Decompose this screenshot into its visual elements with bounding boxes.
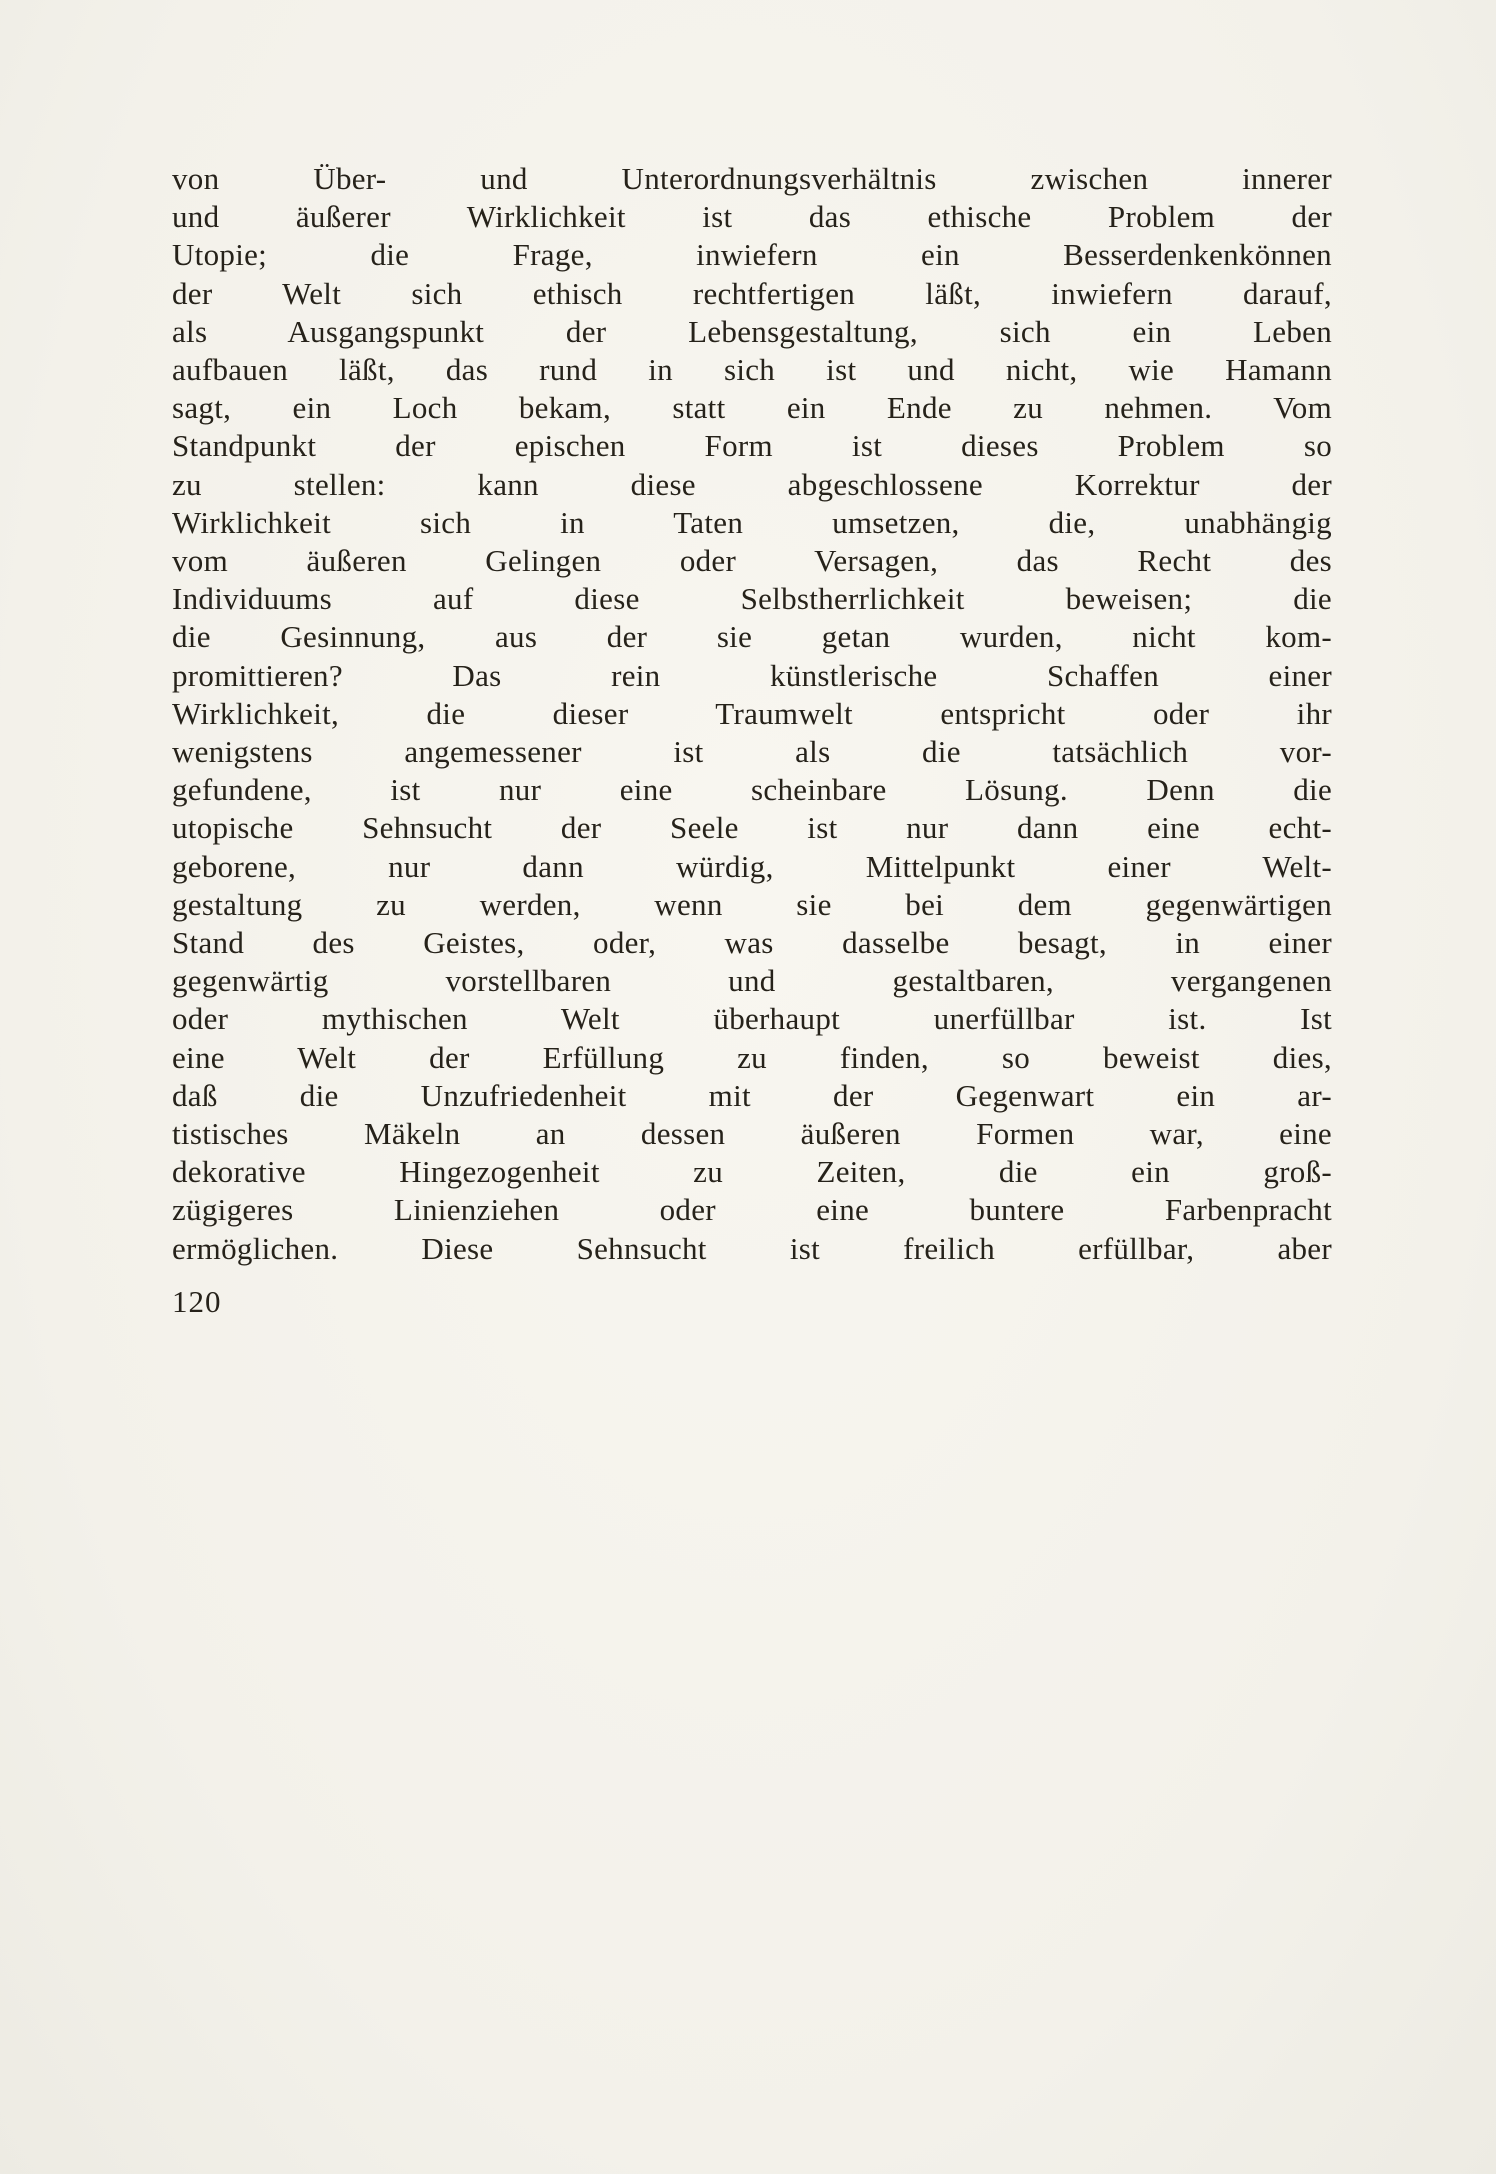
text-line: daß die Unzufriedenheit mit der Gegenwart ein ar- xyxy=(172,1077,1332,1113)
text-line: promittieren? Das rein künstlerische Schaffen einer xyxy=(172,657,1332,693)
text-line: Standpunkt der epischen Form ist dieses Problem so xyxy=(172,428,1332,464)
text-line: Wirklichkeit sich in Taten umsetzen, die, unabhängig xyxy=(172,504,1332,540)
text-line: wenigstens angemessener ist als die tatsächlich vor- xyxy=(172,734,1332,770)
page-number: 120 xyxy=(172,1284,222,1319)
text-line: oder mythischen Welt überhaupt unerfüllbar ist. Ist xyxy=(172,1001,1332,1037)
text-line: Individuums auf diese Selbstherrlichkeit beweisen; die xyxy=(172,581,1332,617)
text-line: dekorative Hingezogenheit zu Zeiten, die ein groß- xyxy=(172,1154,1332,1190)
text-line: ermöglichen. Diese Sehnsucht ist freilich erfüllbar, aber xyxy=(172,1230,1332,1266)
text-line: zu stellen: kann diese abgeschlossene Korrektur der xyxy=(172,466,1332,502)
text-line: tistisches Mäkeln an dessen äußeren Formen war, eine xyxy=(172,1116,1332,1152)
text-line: zügigeres Linienziehen oder eine buntere Farbenpracht xyxy=(172,1192,1332,1228)
text-line: gestaltung zu werden, wenn sie bei dem gegenwärtigen xyxy=(172,886,1332,922)
text-line: utopische Sehnsucht der Seele ist nur dann eine echt- xyxy=(172,810,1332,846)
page-text xyxy=(172,160,1332,1268)
text-line: vom äußeren Gelingen oder Versagen, das Recht des xyxy=(172,543,1332,579)
text-line: Utopie; die Frage, inwiefern ein Besserdenkenkönnen xyxy=(172,237,1332,273)
text-line: geborene, nur dann würdig, Mittelpunkt einer Welt- xyxy=(172,848,1332,884)
text-line: von Über- und Unterordnungsverhältnis zwischen innerer xyxy=(172,161,1332,196)
text-line: gefundene, ist nur eine scheinbare Lösung. Denn die xyxy=(172,772,1332,808)
text-line: Wirklichkeit, die dieser Traumwelt entspricht oder ihr xyxy=(172,695,1332,731)
text-line: und äußerer Wirklichkeit ist das ethische Problem der xyxy=(172,199,1332,235)
text-line: die Gesinnung, aus der sie getan wurden, nicht kom- xyxy=(172,619,1332,655)
text-line: aufbauen läßt, das rund in sich ist und nicht, wie Hamann xyxy=(172,352,1332,388)
text-line: eine Welt der Erfüllung zu finden, so beweist dies, xyxy=(172,1039,1332,1075)
text-line: Stand des Geistes, oder, was dasselbe besagt, in einer xyxy=(172,925,1332,961)
text-line: gegenwärtig vorstellbaren und gestaltbaren, vergangenen xyxy=(172,963,1332,999)
text-line: sagt, ein Loch bekam, statt ein Ende zu nehmen. Vom xyxy=(172,390,1332,426)
text-line: der Welt sich ethisch rechtfertigen läßt, inwiefern darauf, xyxy=(172,275,1332,311)
text-line: als Ausgangspunkt der Lebensgestaltung, sich ein Leben xyxy=(172,313,1332,349)
